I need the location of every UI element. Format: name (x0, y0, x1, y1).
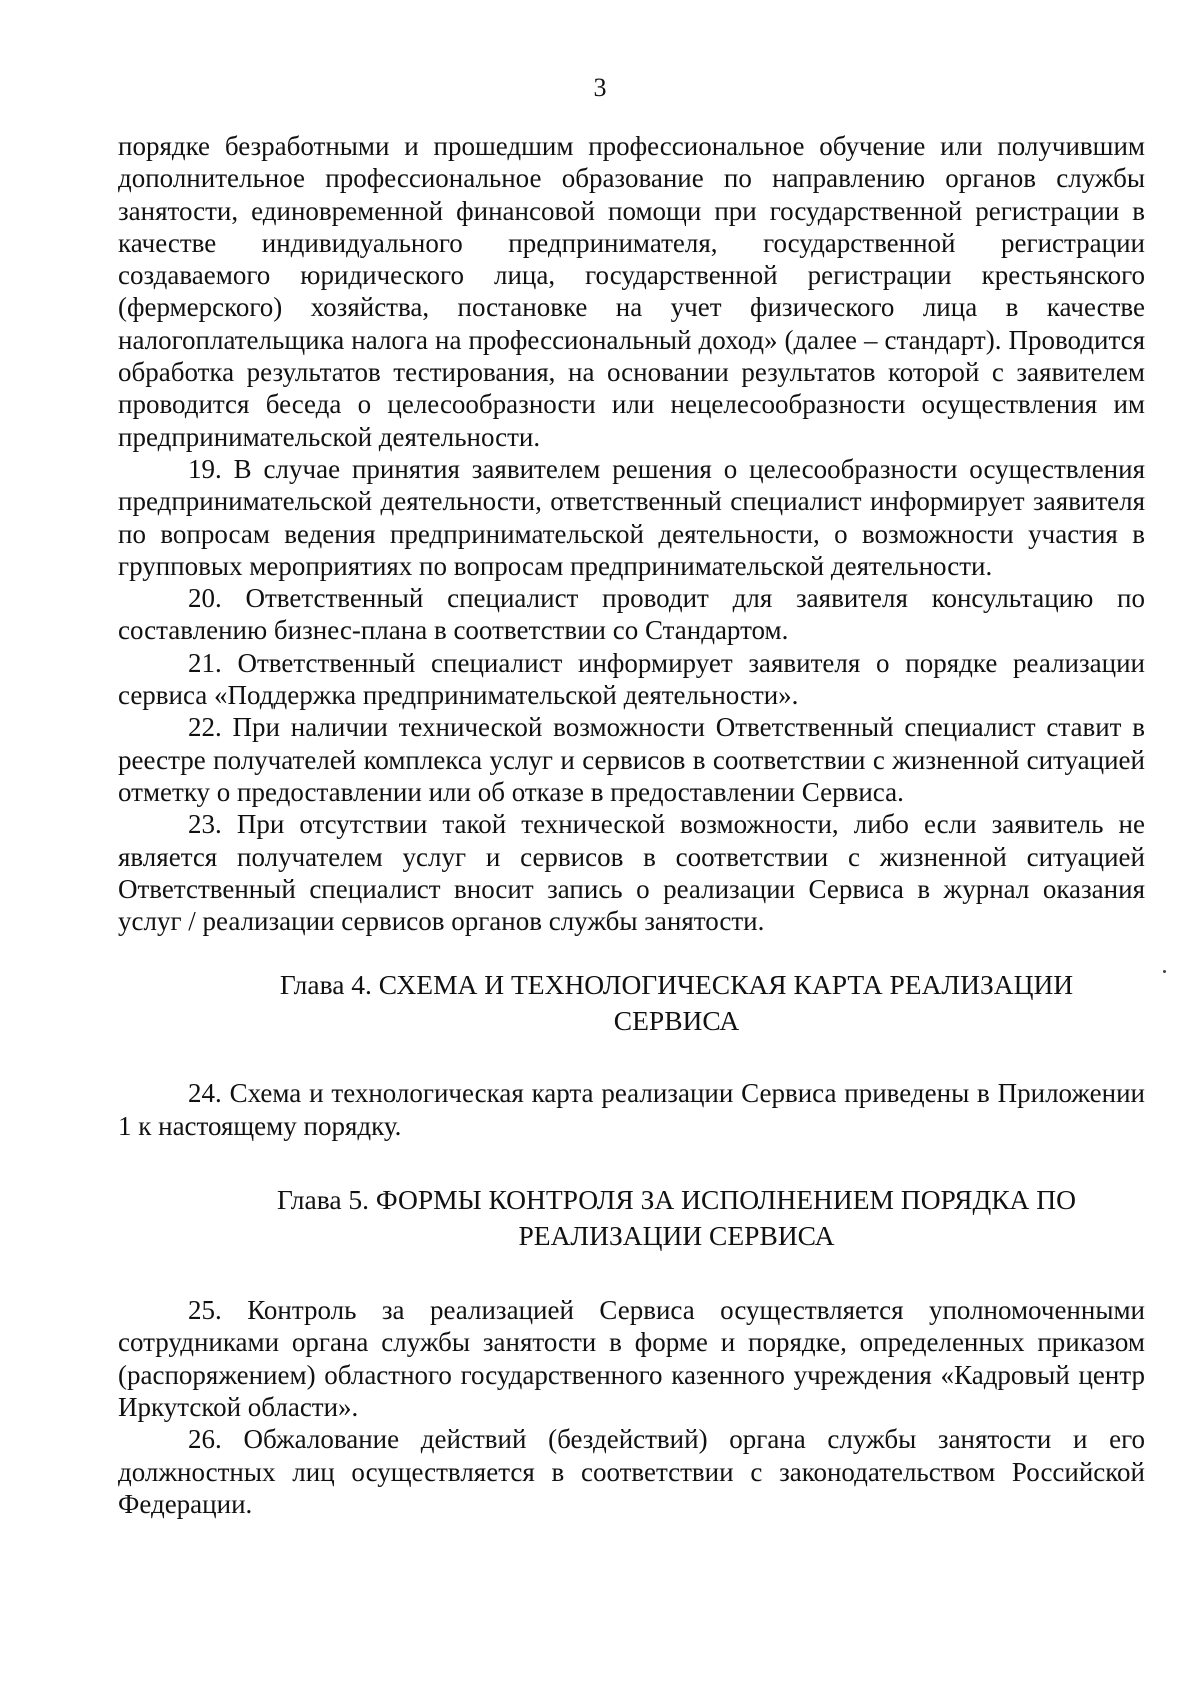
scan-speck (1163, 970, 1166, 973)
paragraph-23: 23. При отсутствии такой технической возможности, либо если заявитель не является получателем услуг и сервисов в соответствии с жизненной ситуацией Ответственный специалист вносит запись о реализации Сервиса в журнал оказания услуг / реализации сервисов органов службы занятости. (118, 809, 1145, 937)
paragraph-continuation: порядке безработными и прошедшим профессиональное обучение или получившим дополнительное профессиональное образование по направлению органов службы занятости, единовременной финансовой помощи при государственной регистрации в качестве индивидуального предпринимателя, государственной регистрации создаваемого юридического лица, государственной регистрации крестьянского (фермерского) хозяйства, постановке на учет физического лица в качестве налогоплательщика налога на профессиональный доход» (далее – стандарт). Проводится обработка результатов тестирования, на основании результатов которой с заявителем проводится беседа о целесообразности или нецелесообразности осуществления им предпринимательской деятельности. (118, 131, 1145, 452)
chapter-5-title-line-2: РЕАЛИЗАЦИИ СЕРВИСА (518, 1220, 835, 1252)
chapter-4-title-line-2: СЕРВИСА (613, 1005, 740, 1037)
chapter-4-title-line-1: Глава 4. СХЕМА И ТЕХНОЛОГИЧЕСКАЯ КАРТА РЕАЛИЗАЦИИ (279, 969, 1074, 1001)
paragraph-21: 21. Ответственный специалист информирует заявителя о порядке реализации сервиса «Поддержка предпринимательской деятельности». (118, 647, 1145, 711)
page-number: 3 (593, 73, 607, 102)
document-body (118, 130, 1145, 1520)
paragraph-22: 22. При наличии технической возможности Ответственный специалист ставит в реестре получателей комплекса услуг и сервисов в соответствии с жизненной ситуацией отметку о предоставлении или об отказе в предоставлении Сервиса. (118, 712, 1145, 807)
paragraph-26: 26. Обжалование действий (бездействий) органа службы занятости и его должностных лиц осуществляется в соответствии с законодательством Российской Федерации. (118, 1424, 1145, 1519)
chapter-4-heading (118, 967, 1145, 1039)
paragraph-24: 24. Схема и технологическая карта реализации Сервиса приведены в Приложении 1 к настоящему порядку. (118, 1078, 1145, 1141)
paragraph-20: 20. Ответственный специалист проводит для заявителя консультацию по составлению бизнес-плана в соответствии со Стандартом. (118, 583, 1145, 646)
chapter-5-title-line-1: Глава 5. ФОРМЫ КОНТРОЛЯ ЗА ИСПОЛНЕНИЕМ ПОРЯДКА ПО (276, 1184, 1077, 1216)
paragraph-25: 25. Контроль за реализацией Сервиса осуществляется уполномоченными сотрудниками органа службы занятости в форме и порядке, определенных приказом (распоряжением) областного государственного казенного учреждения «Кадровый центр Иркутской области». (118, 1295, 1145, 1422)
chapter-5-heading (118, 1182, 1145, 1254)
paragraph-19: 19. В случае принятия заявителем решения о целесообразности осуществления предпринимательской деятельности, ответственный специалист информирует заявителя по вопросам ведения предпринимательской деятельности, о возможности участия в групповых мероприятиях по вопросам предпринимательской деятельности. (118, 453, 1145, 581)
